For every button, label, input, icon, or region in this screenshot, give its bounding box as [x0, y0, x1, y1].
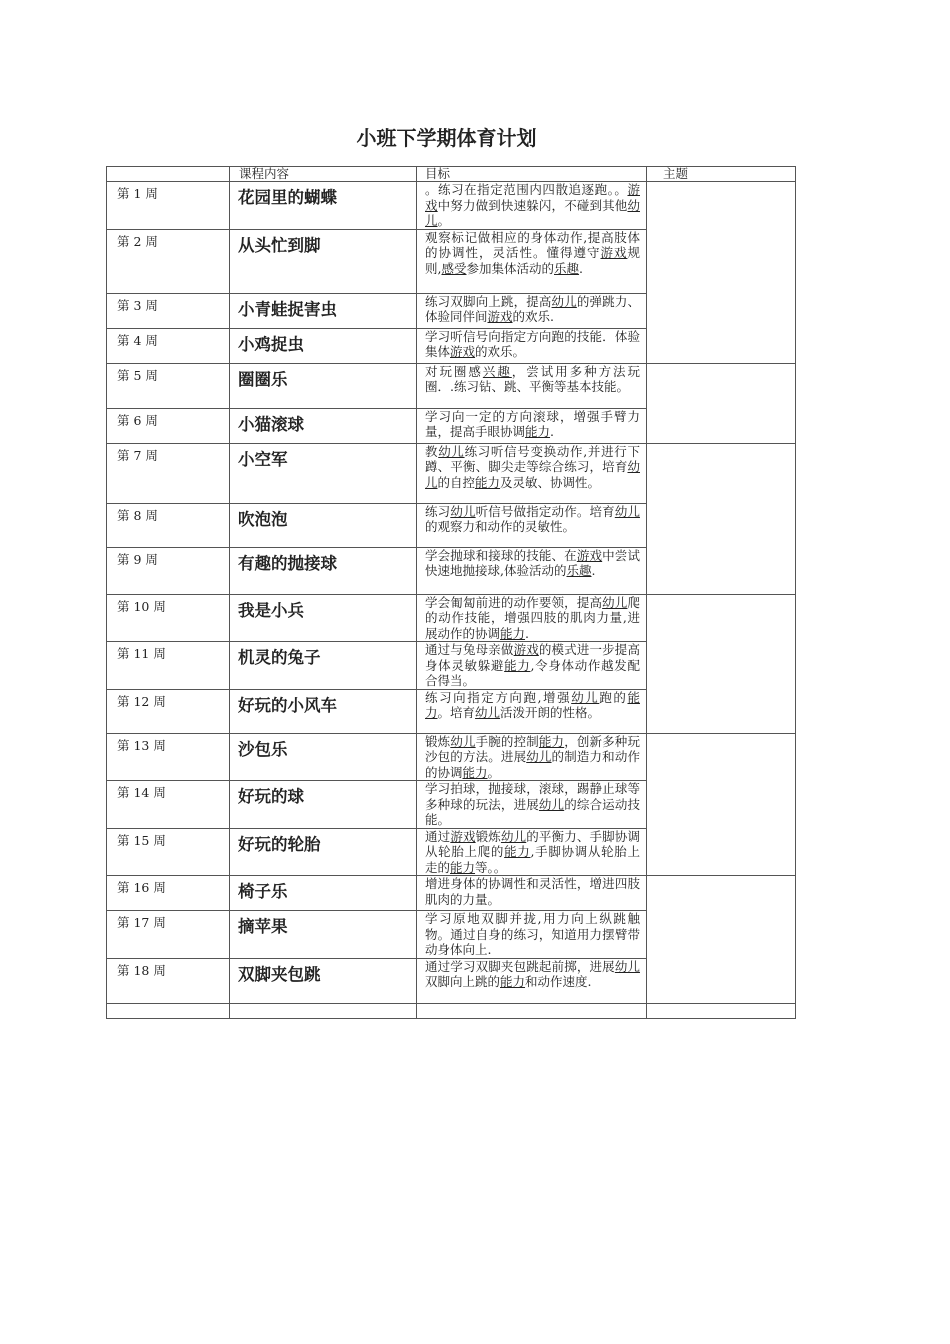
- course-cell: 摘苹果: [230, 911, 417, 959]
- empty-cell: [230, 1003, 417, 1018]
- table-row: [107, 443, 796, 503]
- header-goal: 目标: [417, 167, 647, 182]
- page-title: 小班下学期体育计划: [356, 126, 537, 150]
- week-cell: 第 8 周: [107, 503, 230, 547]
- course-cell: 小青蛙捉害虫: [230, 293, 417, 328]
- course-cell: 好玩的小风车: [230, 689, 417, 733]
- course-cell: 双脚夹包跳: [230, 958, 417, 1003]
- week-cell: 第 17 周: [107, 911, 230, 959]
- week-cell: 第 12 周: [107, 689, 230, 733]
- goal-cell: 增进身体的协调性和灵活性，增进四肢肌肉的力量。: [417, 876, 647, 911]
- course-cell: 我是小兵: [230, 594, 417, 642]
- goal-cell: 教幼儿练习听信号变换动作,并进行下蹲、平衡、脚尖走等综合练习，培育幼儿的自控能力及灵敏、协调性。: [417, 443, 647, 503]
- course-cell: 椅子乐: [230, 876, 417, 911]
- goal-cell: 学习拍球，抛接球，滚球，踢静止球等多种球的玩法，进展幼儿的综合运动技能。: [417, 781, 647, 829]
- table-row: [107, 182, 796, 230]
- header-theme: 主题: [647, 167, 796, 182]
- week-cell: 第 13 周: [107, 733, 230, 781]
- course-cell: 吹泡泡: [230, 503, 417, 547]
- goal-cell: 学习原地双脚并拢,用力向上纵跳触物。通过自身的练习，知道用力摆臂带动身体向上.: [417, 911, 647, 959]
- goal-cell: 练习向指定方向跑,增强幼儿跑的能力。培育幼儿活泼开朗的性格。: [417, 689, 647, 733]
- plan-table: [106, 166, 796, 1019]
- week-cell: 第 10 周: [107, 594, 230, 642]
- course-cell: 机灵的兔子: [230, 642, 417, 690]
- goal-cell: 对玩圈感兴趣，尝试用多种方法玩圈．.练习钻、跳、平衡等基本技能。: [417, 363, 647, 408]
- course-cell: 小空军: [230, 443, 417, 503]
- week-cell: 第 3 周: [107, 293, 230, 328]
- week-cell: 第 6 周: [107, 408, 230, 443]
- goal-cell: 练习幼儿听信号做指定动作。培育幼儿的观察力和动作的灵敏性。: [417, 503, 647, 547]
- theme-cell: [647, 594, 796, 733]
- course-cell: 好玩的球: [230, 781, 417, 829]
- goal-cell: 通过学习双脚夹包跳起前掷，进展幼儿双脚向上跳的能力和动作速度.: [417, 958, 647, 1003]
- goal-cell: 学习听信号向指定方向跑的技能．体验集体游戏的欢乐。: [417, 328, 647, 363]
- goal-cell: 通过游戏锻炼幼儿的平衡力、手脚协调从轮胎上爬的能力,手脚协调从轮胎上走的能力等。。: [417, 828, 647, 876]
- course-cell: 圈圈乐: [230, 363, 417, 408]
- course-cell: 小鸡捉虫: [230, 328, 417, 363]
- course-cell: 从头忙到脚: [230, 229, 417, 293]
- table-row: [107, 876, 796, 911]
- week-cell: 第 4 周: [107, 328, 230, 363]
- header-week: [107, 167, 230, 182]
- week-cell: 第 1 周: [107, 182, 230, 230]
- week-cell: 第 9 周: [107, 547, 230, 594]
- theme-cell: [647, 182, 796, 364]
- table-header-row: [107, 167, 796, 182]
- week-cell: 第 5 周: [107, 363, 230, 408]
- goal-cell: 观察标记做相应的身体动作,提高肢体的协调性，灵活性。懂得遵守游戏规则,感受参加集体活动的乐趣.: [417, 229, 647, 293]
- goal-cell: 学会抛球和接球的技能、在游戏中尝试快速地抛接球,体验活动的乐趣.: [417, 547, 647, 594]
- week-cell: 第 2 周: [107, 229, 230, 293]
- header-course: 课程内容: [230, 167, 417, 182]
- table-row: [107, 733, 796, 781]
- goal-cell: 学会匍匐前进的动作要领，提高幼儿爬的动作技能，增强四肢的肌肉力量,进展动作的协调能力.: [417, 594, 647, 642]
- week-cell: 第 11 周: [107, 642, 230, 690]
- table-row: [107, 594, 796, 642]
- empty-cell: [647, 1003, 796, 1018]
- goal-cell: 。练习在指定范围内四散追逐跑。。游戏中努力做到快速躲闪，不碰到其他幼儿。: [417, 182, 647, 230]
- goal-cell: 练习双脚向上跳，提高幼儿的弹跳力、体验同伴间游戏的欢乐.: [417, 293, 647, 328]
- week-cell: 第 7 周: [107, 443, 230, 503]
- empty-cell: [107, 1003, 230, 1018]
- course-cell: 沙包乐: [230, 733, 417, 781]
- theme-cell: [647, 363, 796, 443]
- week-cell: 第 15 周: [107, 828, 230, 876]
- course-cell: 花园里的蝴蝶: [230, 182, 417, 230]
- course-cell: 小猫滚球: [230, 408, 417, 443]
- course-cell: 好玩的轮胎: [230, 828, 417, 876]
- theme-cell: [647, 733, 796, 876]
- goal-cell: 通过与兔母亲做游戏的模式进一步提高身体灵敏躲避能力,令身体动作越发配合得当。: [417, 642, 647, 690]
- empty-cell: [417, 1003, 647, 1018]
- week-cell: 第 18 周: [107, 958, 230, 1003]
- course-cell: 有趣的抛接球: [230, 547, 417, 594]
- table-row: [107, 363, 796, 408]
- week-cell: 第 14 周: [107, 781, 230, 829]
- goal-cell: 锻炼幼儿手腕的控制能力，创新多种玩沙包的方法。进展幼儿的制造力和动作的协调能力。: [417, 733, 647, 781]
- theme-cell: [647, 876, 796, 1004]
- week-cell: 第 16 周: [107, 876, 230, 911]
- theme-cell: [647, 443, 796, 594]
- empty-row: [107, 1003, 796, 1018]
- goal-cell: 学习向一定的方向滚球，增强手臂力量，提高手眼协调能力.: [417, 408, 647, 443]
